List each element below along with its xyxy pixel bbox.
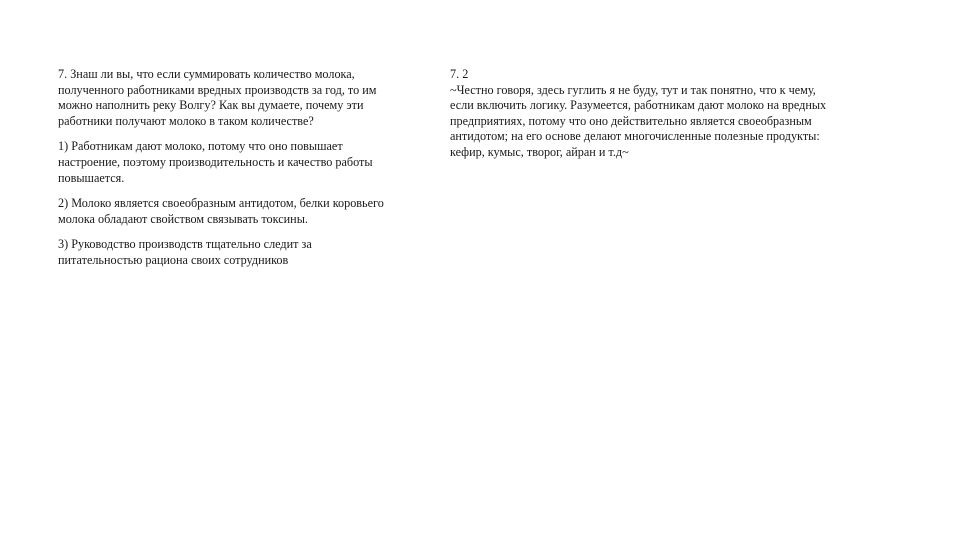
answer-explanation: ~Честно говоря, здесь гуглить я не буду, тут и так понятно, что к чему, если включить логику. Разумеется, работникам дают молоко на вредных предприятиях, потому что оно действительно является своеобразным антидотом; на его основе делают многочисленные полезные продукты: кефир, кумыс, творог, айран и т.д~ [450, 82, 827, 159]
answer-column [450, 67, 895, 161]
question-text: 7. Знаш ли вы, что если суммировать количество молока, полученного работниками вредных производств за год, то им можно наполнить реку Волгу? Как вы думаете, почему эти работники получают молоко в таком количестве? [58, 67, 377, 128]
answer-option-1: 1) Работникам дают молоко, потому что оно повышает настроение, поэтому производительность и качество работы повышается. [58, 139, 373, 185]
answer-number: 7. 2 [450, 67, 469, 81]
answer-option-3: 3) Руководство производств тщательно следит за питательностью рациона своих сотрудников [58, 237, 312, 267]
answer-option-2: 2) Молоко является своеобразным антидотом, белки коровьего молока обладают свойством связывать токсины. [58, 196, 384, 226]
question-column [58, 67, 443, 279]
